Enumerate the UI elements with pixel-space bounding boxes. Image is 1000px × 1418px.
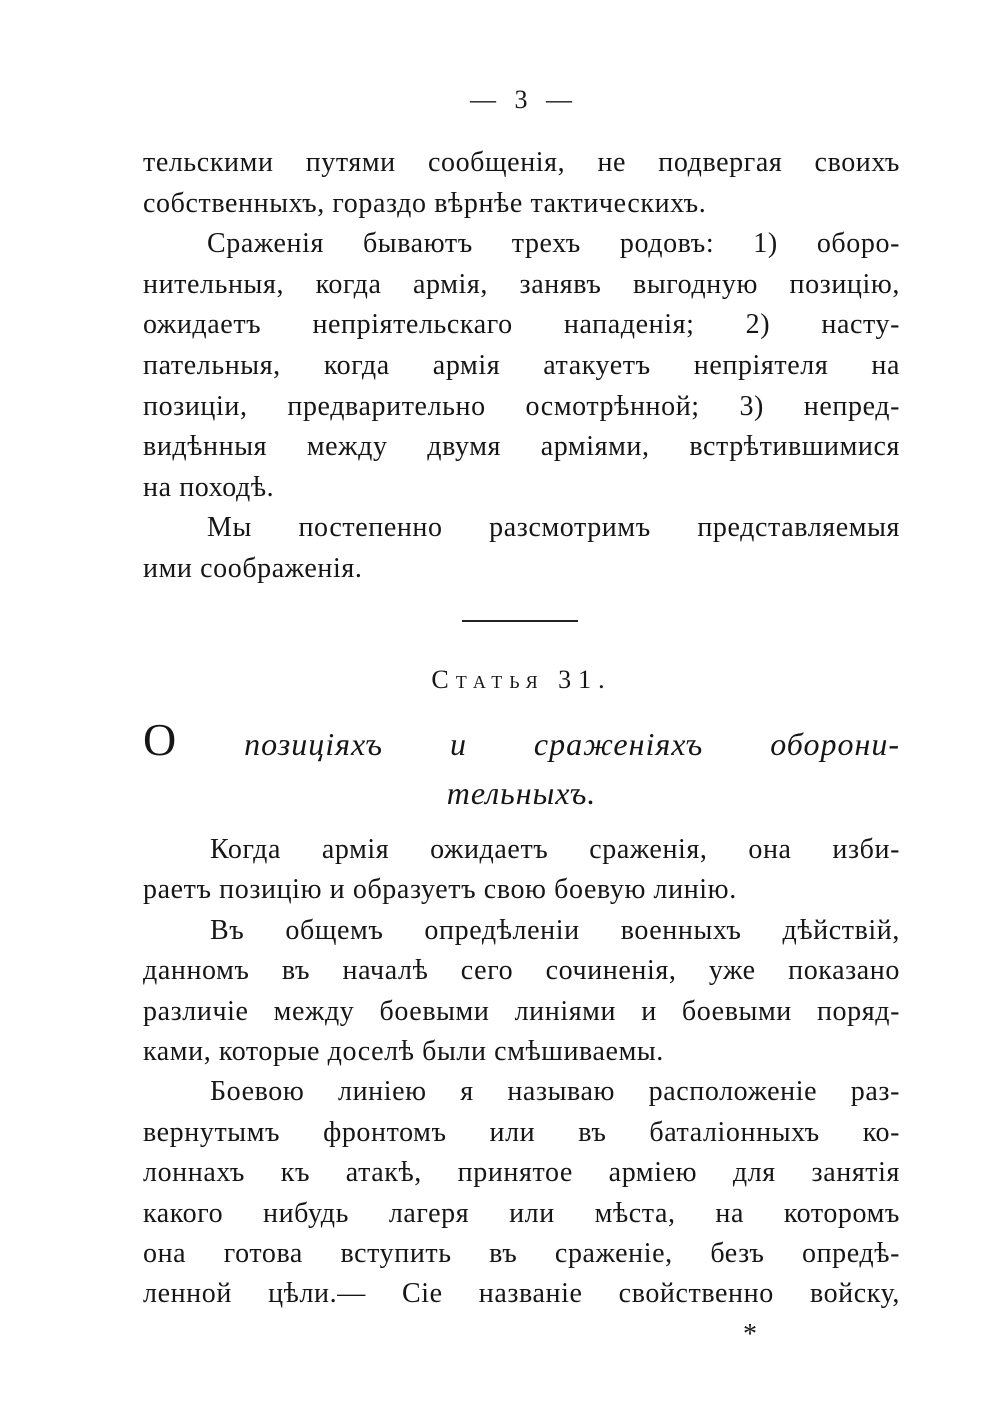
text-line: какого нибудь лагеря или мѣста, на которомъ bbox=[143, 1197, 900, 1229]
paragraph-article-1 bbox=[143, 830, 900, 911]
text-line: позиціи, предварительно осмотрѣнной; 3) непред- bbox=[143, 390, 900, 422]
text-line: ими соображенія. bbox=[143, 552, 363, 584]
paragraph-article-2 bbox=[143, 911, 900, 1073]
text-line: нительныя, когда армія, занявъ выгодную позицію, bbox=[143, 268, 900, 300]
text-line: данномъ въ началѣ сего сочиненія, уже показано bbox=[143, 955, 900, 987]
text-line: вернутымъ фронтомъ или въ баталіонныхъ ко- bbox=[143, 1116, 900, 1148]
text-line: видѣнныя между двумя арміями, встрѣтившимися bbox=[143, 431, 900, 463]
text-line: Боевою линіею я называю расположеніе раз- bbox=[210, 1076, 900, 1108]
text-line: на походѣ. bbox=[143, 471, 275, 503]
text-line: различіе между боевыми линіями и боевыми поряд- bbox=[143, 995, 900, 1027]
signature-mark: * bbox=[743, 1319, 757, 1350]
paragraph-continuation bbox=[143, 143, 900, 224]
article-heading: Статья 31. bbox=[431, 665, 612, 694]
text-line: Въ общемъ опредѣленіи военныхъ дѣйствій, bbox=[210, 914, 900, 946]
text-line: ожидаетъ непріятельскаго нападенія; 2) насту- bbox=[143, 309, 900, 341]
article-title-line: тельныхъ. bbox=[446, 775, 597, 811]
section-divider bbox=[462, 620, 578, 622]
text-line: тельскими путями сообщенія, не подвергая своихъ bbox=[143, 147, 900, 178]
text-line: Сраженія бываютъ трехъ родовъ: 1) оборо- bbox=[207, 228, 900, 260]
text-line: раетъ позицію и образуетъ свою боевую линію. bbox=[143, 874, 737, 906]
text-block-upper bbox=[143, 143, 900, 590]
text-line: она готова вступить въ сраженіе, безъ опредѣ- bbox=[143, 1237, 900, 1269]
paragraph-battle-types bbox=[143, 224, 900, 508]
article-title-line: О позиціяхъ и сраженіяхъ оборони- bbox=[143, 716, 900, 764]
text-line: Когда армія ожидаетъ сраженія, она изби- bbox=[210, 834, 900, 865]
text-line: лоннахъ къ атакѣ, принятое арміею для занятія bbox=[143, 1157, 900, 1189]
text-line: пательныя, когда армія атакуетъ непріятеля на bbox=[143, 349, 900, 381]
text-line: ленной цѣли.— Сіе названіе свойственно войску, bbox=[143, 1278, 900, 1310]
page-number: — 3 — bbox=[470, 85, 573, 114]
text-line: Мы постепенно разсмотримъ представляемыя bbox=[207, 512, 900, 544]
paragraph-article-3 bbox=[143, 1072, 900, 1314]
text-line: ками, которые доселѣ были смѣшиваемы. bbox=[143, 1035, 664, 1067]
text-block-article bbox=[143, 830, 900, 1315]
text-line: собственныхъ, гораздо вѣрнѣе тактическихъ. bbox=[143, 187, 707, 219]
paragraph-consideration bbox=[143, 508, 900, 589]
